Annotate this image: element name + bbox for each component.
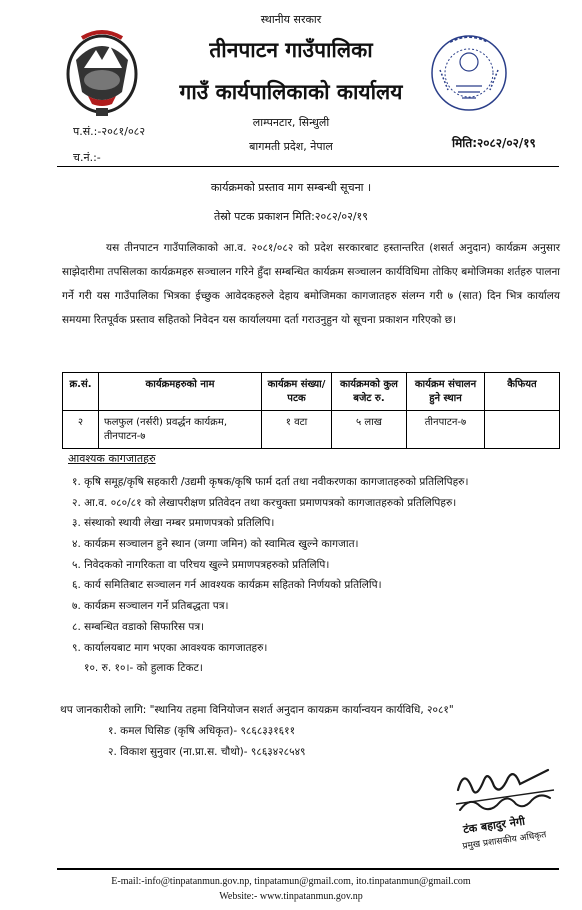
handwritten-signature (450, 760, 560, 815)
col-serial: क्र.सं. (63, 373, 99, 411)
publish-date-line: तेस्रो पटक प्रकाशन मिति:२०८२/०२/१९ (214, 210, 368, 223)
footer-divider (57, 868, 559, 870)
list-item: ५. निवेदकको नागरिकता वा परिचय खुल्ने प्रमाणपत्रहरुको प्रतिलिपि। (72, 558, 330, 571)
list-item: १०. रु. १०।- को हुलाक टिकट। (84, 662, 203, 675)
table-header-row (63, 373, 560, 411)
cell-serial: २ (63, 411, 99, 449)
cell-location: तीनपाटन-७ (407, 411, 485, 449)
footer-email: E-mail:-info@tinpatanmun.gov.np, tinpatamun@gmail.com, ito.tinpatanmun@gmail.com (111, 876, 471, 887)
table-row (63, 411, 560, 449)
gov-level: स्थानीय सरकार (260, 13, 322, 26)
notice-body: यस तीनपाटन गाउँपालिकाको आ.व. २०८१/०८२ को प्रदेश सरकारबाट हस्तान्तरित (शसर्त अनुदान) कार्यक्रम अनुसार साझेदारीमा तपसिलका कार्यक्रमहरु सञ्चालन गरिने हुँदा सम्बन्धित कार्यक्रम सञ्चालन कार्यविधिमा तोकिए बमोजिमका शर्तहरु पालना गर्ने गरी यस गाउँपालिका भित्रका ईच्छुक आवेदकहरुले देहाय बमोजिमका कागजातहरु संलग्न गरी ७ (सात) दिन भित्र कार्यालय समयमा रितपूर्वक प्रस्ताव सहितको निवेदन यस कार्यालयमा दर्ता गराउनुहुन यो सूचना प्रकाशन गरिएको छ। (62, 242, 560, 326)
list-item: ९. कार्यालयबाट माग भएका आवश्यक कागजातहरु। (72, 641, 268, 654)
office-name: तीनपाटन गाउँपालिका (209, 38, 373, 62)
contact-item: २. विकाश सुनुवार (ना.प्रा.स. चौथो)- ९८६३४२८५४९ (108, 746, 306, 758)
list-item: २. आ.व. ०८०/८१ को लेखापरीक्षण प्रतिवेदन तथा करचुक्ता प्रमाणपत्रको कागजातहरुको प्रतिलिपिहरु। (72, 496, 457, 509)
list-item: ६. कार्य समितिबाट सञ्चालन गर्न आवश्यक कार्यक्रम सहितको निर्णयको प्रतिलिपि। (72, 579, 382, 592)
cell-remarks (485, 411, 560, 449)
col-location: कार्यक्रम संचालन हुने स्थान (407, 373, 485, 411)
col-program-name: कार्यक्रमहरुको नाम (99, 373, 262, 411)
col-remarks: कैफियत (485, 373, 560, 411)
office-subtitle: गाउँ कार्यपालिकाको कार्यालय (179, 80, 403, 104)
list-item: ७. कार्यक्रम सञ्चालन गर्ने प्रतिबद्धता पत्र। (72, 600, 229, 613)
signer-name: टंक बहादुर नेगी (462, 814, 526, 837)
more-info-label: थप जानकारीको लागि: "स्थानिय तहमा विनियोजन सशर्त अनुदान कायक्रम कार्यान्वयन कार्यविधि, २०८१" (60, 704, 454, 716)
signer-title: प्रमुख प्रशासकीय अधिकृत (461, 830, 547, 852)
contact-item: १. कमल घिसिङ (कृषि अधिकृत)- ९८६८३३१६११ (108, 725, 296, 737)
address-line-1: लाम्पनटार, सिन्धुली (252, 116, 330, 129)
list-item: १. कृषि समूह/कृषि सहकारी /उद्यमी कृषक/कृषि फार्म दर्ता तथा नवीकरणका कागजातहरुको प्रतिलिपिहरु। (72, 476, 469, 488)
col-count: कार्यक्रम संख्या/पटक (262, 373, 332, 411)
list-item: ३. संस्थाको स्थायी लेखा नम्बर प्रमाणपत्रको प्रतिलिपि। (72, 517, 275, 530)
list-item: ८. सम्बन्धित वडाको सिफारिस पत्र। (72, 620, 205, 633)
cell-program-name: फलफुल (नर्सरी) प्रवर्द्धन कार्यक्रम, तीनपाटन-७ (99, 411, 262, 449)
cell-count: १ वटा (262, 411, 332, 449)
documents-list (72, 472, 562, 679)
dispatch-number: च.नं.:- (73, 151, 101, 164)
address-line-2: बागमती प्रदेश, नेपाल (249, 140, 333, 153)
cell-budget: ५ लाख (332, 411, 407, 449)
notice-title: कार्यक्रमको प्रस्ताव माग सम्बन्धी सूचना । (210, 181, 372, 194)
documents-heading: आवश्यक कागजातहरु (68, 452, 156, 465)
reference-number: प.सं.:-२०८१/०८२ (73, 125, 146, 138)
list-item: ४. कार्यक्रम सञ्चालन हुने स्थान (जग्गा जमिन) को स्वामित्व खुल्ने कागजात। (72, 538, 359, 551)
col-budget: कार्यक्रमको कुल बजेट रु. (332, 373, 407, 411)
program-table (62, 372, 560, 449)
footer-website: Website:- www.tinpatanmun.gov.np (219, 891, 363, 902)
letter-date: मिति:२०८२/०२/१९ (452, 136, 536, 150)
header-divider (57, 166, 559, 167)
